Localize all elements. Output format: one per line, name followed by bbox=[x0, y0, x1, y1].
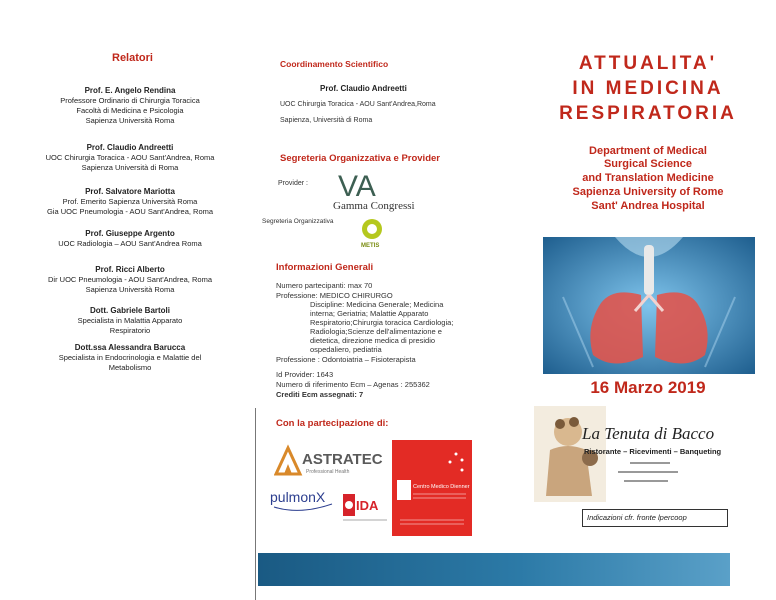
metis-logo bbox=[360, 216, 384, 250]
provider-logo-mark: VA bbox=[338, 170, 376, 200]
gamma-congressi-logo bbox=[336, 168, 376, 200]
info-disciplines: dietetica, direzione medica di presidio bbox=[310, 336, 436, 345]
secretariat-title: Segreteria Organizzativa e Provider bbox=[280, 153, 440, 164]
venue-address-line bbox=[618, 471, 678, 473]
speaker-role: Sapienza Università di Roma bbox=[81, 163, 179, 172]
speakers-panel bbox=[0, 0, 258, 600]
info-participants: Numero partecipanti: max 70 bbox=[276, 281, 373, 290]
astratec-name: ASTRATEC bbox=[302, 451, 383, 468]
coordination-title: Coordinamento Scientifico bbox=[280, 59, 389, 69]
speaker-entry bbox=[20, 187, 240, 217]
speaker-role: Specialista in Malattia Apparato bbox=[77, 316, 183, 325]
event-date: 16 Marzo 2019 bbox=[590, 378, 706, 397]
speaker-role: Sapienza Università Roma bbox=[85, 116, 175, 125]
speaker-entry bbox=[20, 86, 240, 126]
speaker-role: Facoltà di Medicina e Psicologia bbox=[76, 106, 184, 115]
info-disciplines: Discipline: Medicina Generale; Medicina bbox=[310, 300, 444, 309]
cover-panel bbox=[520, 0, 776, 600]
speaker-role: Metabolismo bbox=[108, 363, 152, 372]
provider-name: Gamma Congressi bbox=[333, 200, 415, 212]
secretariat-label: Segreteria Organizzativa bbox=[262, 218, 334, 225]
info-ecm-number: Numero di riferimento Ecm – Agenas : 255362 bbox=[276, 380, 430, 389]
event-title-line-2: IN MEDICINA bbox=[572, 78, 724, 99]
decorative-band bbox=[520, 553, 730, 586]
coordinator-role: UOC Chirurgia Toracica - AOU Sant'Andrea,Roma bbox=[280, 101, 436, 108]
info-provider-id: Id Provider: 1643 bbox=[276, 370, 334, 379]
event-title-line-1: ATTUALITA' bbox=[578, 53, 718, 74]
fold-divider bbox=[255, 408, 256, 600]
speaker-role: Prof. Emerito Sapienza Università Roma bbox=[62, 197, 198, 206]
astratec-logo bbox=[274, 440, 386, 476]
info-profession: Professione: MEDICO CHIRURGO bbox=[276, 291, 393, 300]
speaker-name: Dott.ssa Alessandra Barucca bbox=[74, 343, 186, 352]
info-ecm-credits: Crediti Ecm assegnati: 7 bbox=[276, 390, 364, 399]
venue-name: La Tenuta di Bacco bbox=[582, 424, 715, 443]
speakers-title: Relatori bbox=[112, 52, 153, 64]
department-line: Department of Medical bbox=[589, 145, 707, 157]
university-line: Sapienza University of Rome bbox=[572, 186, 724, 198]
speaker-role: UOC Radiologia – AOU Sant'Andrea Roma bbox=[58, 239, 202, 248]
speaker-role: Respiratorio bbox=[109, 326, 151, 335]
speaker-entry bbox=[20, 306, 240, 336]
ida-name: IDA bbox=[356, 498, 379, 513]
speaker-name: Dott. Gabriele Bartoli bbox=[89, 306, 170, 315]
directions-note: Indicazioni cfr. fronte lpercoop bbox=[582, 509, 728, 527]
general-info-title: Informazioni Generali bbox=[276, 262, 374, 273]
speaker-name: Prof. E. Angelo Rendina bbox=[84, 86, 176, 95]
lungs-illustration bbox=[543, 237, 755, 374]
info-panel bbox=[258, 0, 520, 600]
coordinator-affiliation: Sapienza, Università di Roma bbox=[280, 117, 373, 124]
info-profession-2: Professione : Odontoiatria – Fisioterapista bbox=[276, 355, 416, 364]
info-disciplines: interna; Geriatria; Malattie Apparato bbox=[310, 309, 429, 318]
speaker-entry bbox=[20, 229, 240, 249]
coordinator-name: Prof. Claudio Andreetti bbox=[320, 84, 407, 93]
speaker-entry bbox=[20, 265, 240, 295]
sponsors-title: Con la partecipazione di: bbox=[276, 418, 389, 429]
speaker-name: Prof. Salvatore Mariotta bbox=[85, 187, 175, 196]
pulmonx-name: pulmonX bbox=[270, 489, 326, 505]
department-line: and Translation Medicine bbox=[582, 172, 714, 184]
centro-medico-name: Centro Medico Dienner bbox=[413, 484, 470, 490]
ida-logo bbox=[341, 490, 391, 524]
speaker-entry bbox=[20, 343, 240, 373]
metis-label: METIS bbox=[361, 243, 380, 249]
info-disciplines: Radiologia;Scienze dell'alimentazione e bbox=[310, 327, 442, 336]
info-disciplines: Respiratorio;Chirurgia toracica Cardiologia; bbox=[310, 318, 454, 327]
speaker-role: Dir UOC Pneumologia - AOU Sant'Andrea, Roma bbox=[47, 275, 212, 284]
hospital-line: Sant' Andrea Hospital bbox=[591, 200, 705, 212]
event-title-line-3: RESPIRATORIA bbox=[559, 103, 737, 124]
speaker-role: Gia UOC Pneumologia - AOU Sant'Andrea, Roma bbox=[46, 207, 214, 216]
centro-medico-logo bbox=[392, 440, 472, 536]
speaker-name: Prof. Ricci Alberto bbox=[95, 265, 165, 274]
speaker-role: UOC Chirurgia Toracica - AOU Sant'Andrea, Roma bbox=[45, 153, 215, 162]
speaker-entry bbox=[20, 143, 240, 173]
venue-address-line bbox=[630, 462, 670, 464]
decorative-band bbox=[258, 553, 520, 586]
department-line: Surgical Science bbox=[603, 158, 693, 170]
speaker-role: Specialista in Endocrinologia e Malattie del bbox=[58, 353, 202, 362]
provider-label: Provider : bbox=[278, 180, 308, 187]
speaker-role: Professore Ordinario di Chirurgia Toracica bbox=[60, 96, 200, 105]
astratec-tagline: Professional Health bbox=[306, 469, 350, 475]
info-disciplines: ospedaliero, pediatria bbox=[310, 345, 382, 354]
speaker-role: Sapienza Università Roma bbox=[85, 285, 175, 294]
venue-services: Ristorante – Ricevimenti – Banqueting bbox=[584, 447, 722, 456]
venue-phone-line bbox=[624, 480, 668, 482]
speaker-name: Prof. Giuseppe Argento bbox=[85, 229, 175, 238]
speaker-name: Prof. Claudio Andreetti bbox=[86, 143, 174, 152]
